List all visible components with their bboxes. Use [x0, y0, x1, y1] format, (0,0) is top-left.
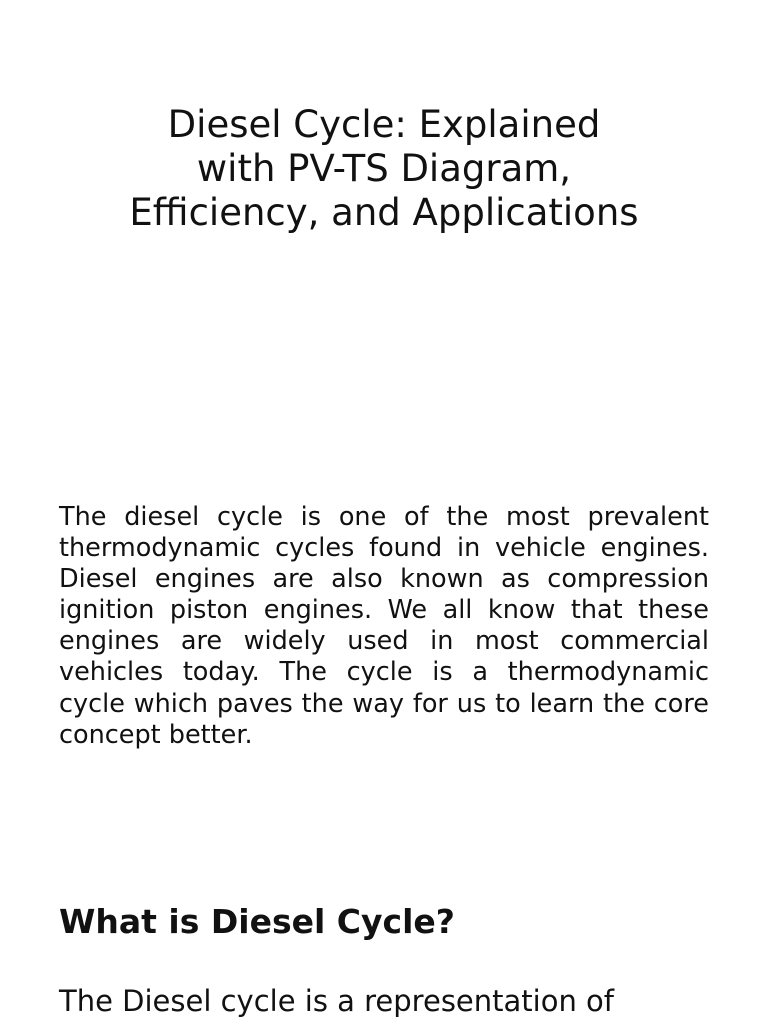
- intro-paragraph: The diesel cycle is one of the most prevalent thermodynamic cycles found in vehicle engines. Diesel engines are also known as compression ignition piston engines. We all know that these engines are widely used in most commercial vehicles today. The cycle is a thermodynamic cycle which paves the way for us to learn the core concept better.: [59, 502, 709, 750]
- title-line-1: Diesel Cycle: Explained: [167, 103, 601, 146]
- section-heading: What is Diesel Cycle?: [59, 902, 455, 941]
- title-line-2: with PV-TS Diagram,: [196, 147, 572, 190]
- section-paragraph: The Diesel cycle is a representation of: [59, 984, 615, 1018]
- title-line-3: Efficiency, and Applications: [129, 191, 639, 234]
- document-title: [60, 103, 708, 235]
